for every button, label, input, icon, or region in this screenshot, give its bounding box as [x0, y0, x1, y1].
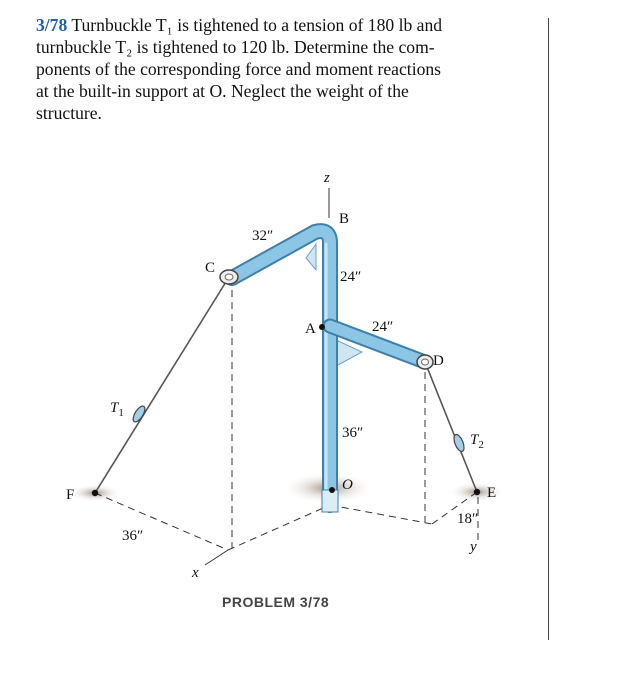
turnbuckle-t2: [452, 433, 466, 453]
construction-lines: [95, 290, 478, 550]
point-o: [329, 487, 335, 493]
point-a: [319, 324, 325, 330]
problem-line-2: turnbuckle T₂ is tightened to 120 lb. Determine the com-: [36, 37, 435, 57]
gusset-top: [306, 244, 316, 270]
dim-36-post: 36″: [342, 425, 364, 441]
point-f: [92, 490, 98, 496]
dim-18: 18″: [457, 511, 479, 527]
cable-t1: [95, 277, 229, 493]
label-z: z: [324, 170, 330, 186]
eyelet-d-hole: [422, 359, 429, 365]
label-o: O: [342, 477, 353, 493]
label-t1: $T_1$: [110, 400, 124, 419]
problem-line-3: ponents of the corresponding force and moment reactions: [36, 59, 442, 79]
dim-36-base: 36″: [122, 528, 144, 544]
problem-line-5: structure.: [36, 103, 102, 123]
dim-24-arm: 24″: [372, 319, 394, 335]
label-e: E: [487, 485, 497, 501]
dim-32: 32″: [252, 228, 274, 244]
label-a: A: [305, 321, 316, 337]
label-d: D: [433, 353, 444, 369]
label-b: B: [339, 211, 350, 227]
x-axis: [205, 550, 228, 565]
label-y: y: [470, 539, 477, 555]
figure-caption: PROBLEM 3/78: [222, 594, 330, 610]
label-c: C: [205, 260, 216, 276]
label-t2: $T_2$: [470, 432, 484, 451]
label-x: x: [192, 565, 199, 581]
problem-line-1: 3/78 Turnbuckle T₁ is tightened to a tension of 180 lb and: [36, 15, 443, 35]
label-f: F: [66, 487, 75, 503]
post-base: [322, 490, 338, 512]
dim-24-top: 24″: [340, 269, 362, 285]
cable-t2: [425, 362, 477, 492]
pipe-structure: [232, 231, 425, 505]
problem-number: 3/78: [36, 15, 68, 35]
point-e: [474, 489, 480, 495]
problem-line-4: at the built-in support at O. Neglect the weight of the: [36, 81, 409, 101]
eyelet-c-hole: [225, 274, 233, 280]
